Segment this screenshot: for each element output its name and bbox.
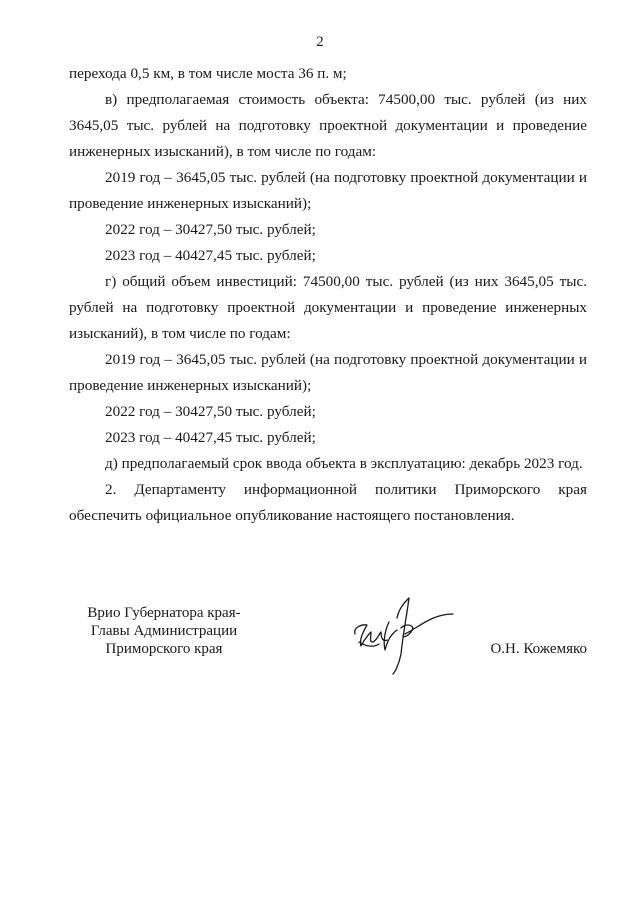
paragraph: 2023 год – 40427,45 тыс. рублей; [105, 429, 316, 446]
paragraph: 2019 год – 3645,05 тыс. рублей (на подготовку проектной документации и проведение инженерных изысканий); [69, 169, 587, 212]
paragraph: 2. Департаменту информационной политики Приморского края обеспечить официальное опубликование настоящего постановления. [69, 481, 587, 524]
document-body [69, 61, 587, 529]
signatory-title [69, 604, 259, 658]
paragraph: 2019 год – 3645,05 тыс. рублей (на подготовку проектной документации и проведение инженерных изысканий); [69, 351, 587, 394]
signature-block [69, 604, 587, 684]
paragraph: 2022 год – 30427,50 тыс. рублей; [105, 403, 316, 420]
page-number: 2 [316, 34, 324, 50]
paragraph: г) общий объем инвестиций: 74500,00 тыс. рублей (из них 3645,05 тыс. рублей на подготовку проектной документации и проведение инженерных изысканий), в том числе по годам: [69, 273, 587, 342]
signatory-title-line: Главы Администрации [90, 623, 238, 639]
paragraph: 2023 год – 40427,45 тыс. рублей; [105, 247, 316, 264]
signatory-title-line: Врио Губернатора края- [87, 605, 241, 621]
paragraph: д) предполагаемый срок ввода объекта в эксплуатацию: декабрь 2023 год. [105, 455, 583, 472]
signatory-name: О.Н. Кожемяко [490, 641, 587, 657]
paragraph: 2022 год – 30427,50 тыс. рублей; [105, 221, 316, 238]
handwritten-signature [349, 594, 459, 676]
paragraph: перехода 0,5 км, в том числе моста 36 п. м; [69, 65, 347, 82]
signatory-title-line: Приморского края [105, 641, 223, 657]
paragraph: в) предполагаемая стоимость объекта: 74500,00 тыс. рублей (из них 3645,05 тыс. рублей на подготовку проектной документации и проведение инженерных изысканий), в том числе по годам: [69, 91, 587, 160]
